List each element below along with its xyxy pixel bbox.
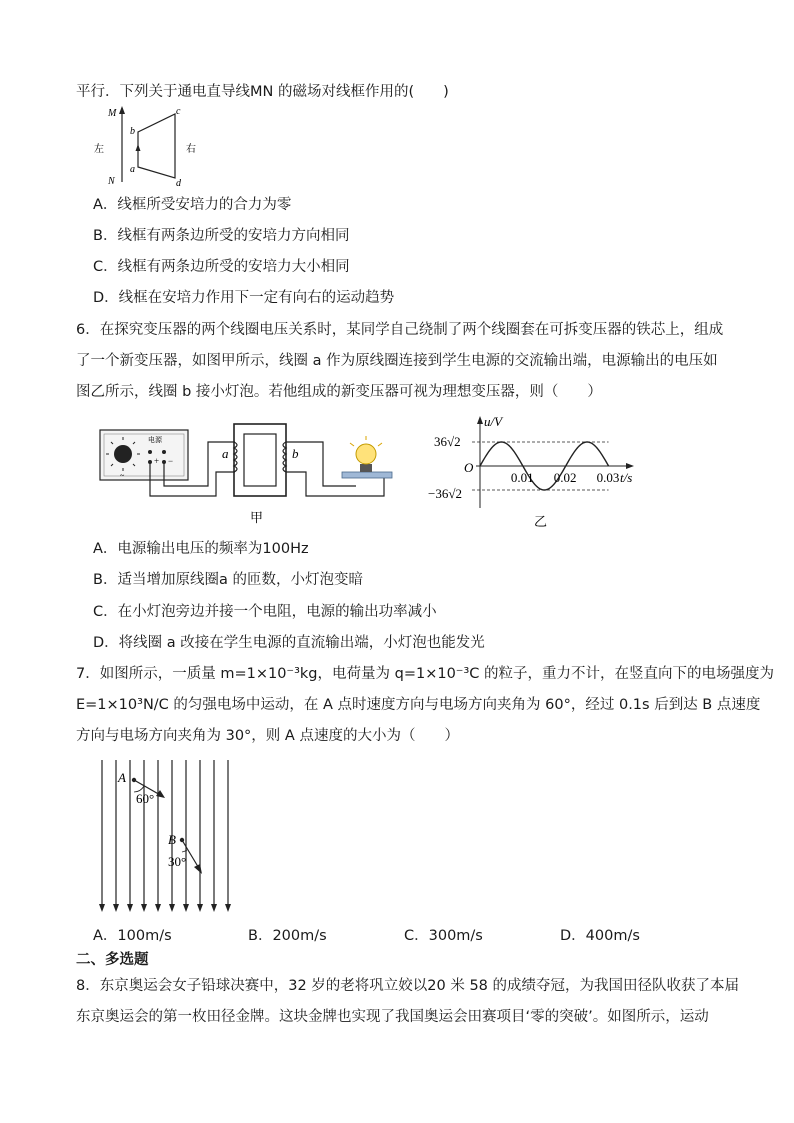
wire-frame bbox=[138, 114, 175, 178]
q7-stem-line-1: 7．如图所示，一质量 m=1×10⁻³kg，电荷量为 q=1×10⁻³C 的粒子，重力不计，在竖直向下的电场强度为 bbox=[76, 666, 774, 682]
frame-arrow bbox=[136, 144, 141, 151]
q5-option-d: D．线框在安培力作用下一定有向右的运动趋势 bbox=[93, 290, 395, 306]
label-point-b: B bbox=[168, 832, 176, 847]
label-coil-b: b bbox=[292, 446, 299, 461]
ymax-label: 36√2 bbox=[434, 434, 461, 449]
label-left: 左 bbox=[94, 144, 104, 155]
q6-stem-line-2: 了一个新变压器，如图甲所示，线圈 a 作为原线圈连接到学生电源的交流输出端，电源输出的电压如 bbox=[76, 353, 718, 369]
field-arrow-4 bbox=[155, 904, 161, 912]
x-axis-label: t/s bbox=[620, 470, 633, 485]
q6-figure-yi-chart bbox=[424, 410, 654, 530]
power-supply-box bbox=[100, 430, 188, 480]
field-arrow-6 bbox=[183, 904, 189, 912]
q5-option-c: C．线框有两条边所受的安培力大小相同 bbox=[93, 259, 350, 275]
field-arrow-0 bbox=[99, 904, 105, 912]
label-angle-a: 60° bbox=[136, 791, 155, 806]
label-jia: 甲 bbox=[250, 511, 264, 526]
y-axis-label: u/V bbox=[484, 414, 503, 429]
x-axis-arrow bbox=[626, 463, 634, 469]
q7-figure bbox=[92, 758, 242, 916]
field-arrow-8 bbox=[211, 904, 217, 912]
field-arrow-2 bbox=[127, 904, 133, 912]
bulb-base-plate bbox=[342, 472, 392, 478]
x-tick-label-2: 0.03 bbox=[596, 470, 620, 485]
q7-option-a: A．100m/s bbox=[93, 928, 172, 944]
label-c: c bbox=[176, 106, 181, 117]
q6-stem-line-3: 图乙所示，线圈 b 接小灯泡。若他组成的新变压器可视为理想变压器，则（ ） bbox=[76, 384, 602, 400]
label-yi: 乙 bbox=[534, 515, 548, 530]
label-m: M bbox=[108, 108, 117, 119]
label-coil-a: a bbox=[222, 446, 229, 461]
transformer-core bbox=[234, 424, 286, 496]
field-arrow-1 bbox=[113, 904, 119, 912]
q6-option-d: D．将线圈 a 改接在学生电源的直流输出端，小灯泡也能发光 bbox=[93, 635, 485, 651]
q7-option-b: B．200m/s bbox=[248, 928, 327, 944]
label-power: 电源 bbox=[148, 436, 162, 444]
q5-option-a: A．线框所受安培力的合力为零 bbox=[93, 197, 292, 213]
label-right: 右 bbox=[186, 144, 196, 155]
label-angle-b: 30° bbox=[168, 854, 187, 869]
q6-option-b: B．适当增加原线圈a 的匝数，小灯泡变暗 bbox=[93, 572, 363, 588]
q7-option-c: C．300m/s bbox=[404, 928, 483, 944]
section-title-multiple-choice: 二、多选题 bbox=[76, 952, 149, 968]
q6-stem-line-1: 6．在探究变压器的两个线圈电压关系时，某同学自己绕制了两个线圈套在可拆变压器的铁芯上，组成 bbox=[76, 322, 724, 338]
label-point-a: A bbox=[118, 770, 126, 785]
label-plus: + bbox=[154, 456, 160, 466]
label-b: b bbox=[130, 126, 135, 137]
label-a: a bbox=[130, 164, 135, 175]
q5-option-b: B．线框有两条边所受的安培力方向相同 bbox=[93, 228, 350, 244]
q6-option-c: C．在小灯泡旁边并接一个电阻，电源的输出功率减小 bbox=[93, 604, 437, 620]
power-knob bbox=[114, 445, 132, 463]
label-n: N bbox=[108, 176, 115, 187]
ymin-label: −36√2 bbox=[428, 486, 462, 501]
field-arrow-5 bbox=[169, 904, 175, 912]
x-tick-label-1: 0.02 bbox=[553, 470, 577, 485]
field-arrow-7 bbox=[197, 904, 203, 912]
label-minus: − bbox=[168, 456, 174, 466]
label-d: d bbox=[176, 178, 181, 189]
origin-label: O bbox=[464, 460, 474, 475]
x-tick-label-0: 0.01 bbox=[510, 470, 534, 485]
y-axis-arrow bbox=[477, 416, 483, 424]
wire-arrow bbox=[119, 106, 125, 114]
q6-figure-jia bbox=[98, 418, 418, 528]
q5-figure bbox=[90, 104, 220, 190]
field-arrow-9 bbox=[225, 904, 231, 912]
q6-option-a: A．电源输出电压的频率为100Hz bbox=[93, 541, 309, 557]
q7-option-d: D．400m/s bbox=[560, 928, 640, 944]
bulb-icon bbox=[356, 444, 376, 464]
q8-stem-line-1: 8．东京奥运会女子铅球决赛中，32 岁的老将巩立姣以20 米 58 的成绩夺冠，为我国田径队收获了本届 bbox=[76, 978, 740, 994]
q7-stem-line-2: E=1×10³N/C 的匀强电场中运动，在 A 点时速度方向与电场方向夹角为 60°，经过 0.1s 后到达 B 点速度 bbox=[76, 697, 761, 713]
field-arrow-3 bbox=[141, 904, 147, 912]
q7-stem-line-3: 方向与电场方向夹角为 30°，则 A 点速度的大小为（ ） bbox=[76, 728, 459, 744]
label-tilde: ~ bbox=[120, 471, 125, 480]
q5-stem: 平行．下列关于通电直导线MN 的磁场对线框作用的( ) bbox=[76, 84, 449, 100]
q8-stem-line-2: 东京奥运会的第一枚田径金牌。这块金牌也实现了我国奥运会田赛项目‘零的突破’。如图所示，运动 bbox=[76, 1009, 709, 1025]
